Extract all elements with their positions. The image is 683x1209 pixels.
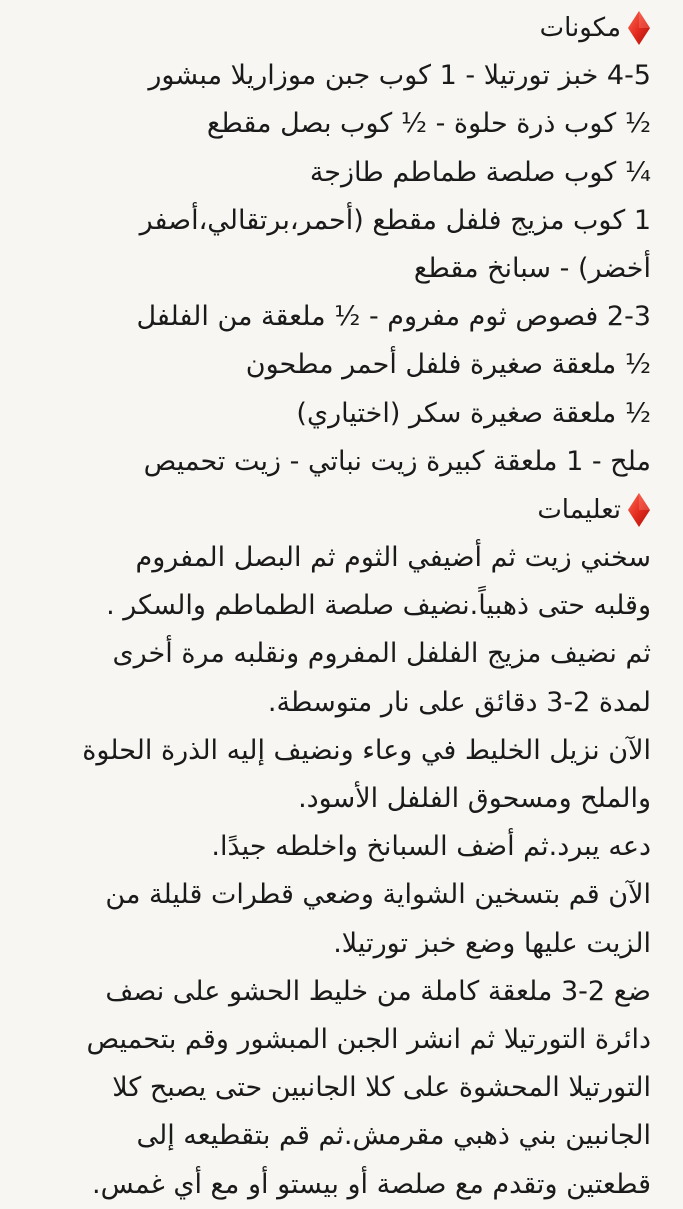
ingredient-text: 2-3 فصوص ثوم مفروم - ½ ملعقة من الفلفل bbox=[136, 301, 651, 333]
instruction-line bbox=[22, 968, 651, 1016]
instruction-text: ضع 2-3 ملعقة كاملة من خليط الحشو على نصف bbox=[105, 975, 651, 1007]
instruction-line bbox=[22, 871, 651, 919]
instruction-text: الآن قم بتسخين الشواية وضعي قطرات قليلة من bbox=[105, 879, 651, 911]
instruction-text: التورتيلا المحشوة على كلا الجانبين حتى يصبح كلا bbox=[112, 1072, 651, 1104]
ingredients-heading-row bbox=[22, 4, 651, 52]
instruction-text: الجانبين بني ذهبي مقرمش.ثم قم بتقطيعه إلى bbox=[136, 1120, 651, 1152]
ingredient-line bbox=[22, 149, 651, 197]
ingredients-heading: مكونات bbox=[539, 13, 621, 43]
ingredient-line bbox=[22, 293, 651, 341]
ingredient-line bbox=[22, 341, 651, 389]
instruction-text: ثم نضيف مزيج الفلفل المفروم ونقلبه مرة أخرى bbox=[112, 638, 651, 670]
instruction-line bbox=[22, 582, 651, 630]
instruction-line bbox=[22, 630, 651, 678]
ingredient-line bbox=[22, 52, 651, 100]
ingredient-text: ملح - 1 ملعقة كبيرة زيت نباتي - زيت تحميص bbox=[143, 445, 651, 477]
ingredient-text: 1 كوب مزيج فلفل مقطع (أحمر،برتقالي،أصفر bbox=[139, 204, 651, 236]
instruction-text: دعه يبرد.ثم أضف السبانخ واخلطه جيدًا. bbox=[211, 831, 651, 863]
instruction-text: سخني زيت ثم أضيفي الثوم ثم البصل المفروم bbox=[135, 542, 651, 574]
ingredient-line bbox=[22, 100, 651, 148]
ingredient-line bbox=[22, 438, 651, 486]
instructions-heading-row bbox=[22, 486, 651, 534]
instruction-line bbox=[22, 1064, 651, 1112]
instruction-line bbox=[22, 727, 651, 775]
instruction-line bbox=[22, 1112, 651, 1160]
ingredient-text: 4-5 خبز تورتيلا - 1 كوب جبن موزاريلا مبشور bbox=[148, 60, 651, 92]
instruction-text: الآن نزيل الخليط في وعاء ونضيف إليه الذرة الحلوة bbox=[82, 734, 651, 766]
instruction-text: دائرة التورتيلا ثم انشر الجبن المبشور وقم بتحميص bbox=[86, 1023, 651, 1055]
instruction-text: قطعتين وتقدم مع صلصة أو بيستو أو مع أي غمس. bbox=[92, 1168, 651, 1200]
ingredient-text: ½ كوب ذرة حلوة - ½ كوب بصل مقطع bbox=[206, 108, 651, 140]
ingredient-line bbox=[22, 197, 651, 245]
instruction-text: الزيت عليها وضع خبز تورتيلا. bbox=[333, 927, 651, 959]
ingredient-text: أخضر) - سبانخ مقطع bbox=[413, 252, 651, 284]
instruction-line bbox=[22, 775, 651, 823]
instruction-line bbox=[22, 679, 651, 727]
instruction-line bbox=[22, 1016, 651, 1064]
instruction-line bbox=[22, 823, 651, 871]
instructions-heading: تعليمات bbox=[537, 494, 621, 525]
red-diamond-icon bbox=[627, 10, 651, 46]
instruction-text: والملح ومسحوق الفلفل الأسود. bbox=[298, 783, 651, 814]
ingredient-text: ¼ كوب صلصة طماطم طازجة bbox=[309, 156, 651, 188]
instruction-line bbox=[22, 1161, 651, 1209]
ingredient-line bbox=[22, 390, 651, 438]
instruction-line bbox=[22, 534, 651, 582]
ingredient-line bbox=[22, 245, 651, 293]
instruction-text: وقلبه حتى ذهبياً.نضيف صلصة الطماطم والسكر . bbox=[106, 590, 651, 622]
ingredient-text: ½ ملعقة صغيرة سكر (اختياري) bbox=[296, 397, 651, 429]
instruction-line bbox=[22, 920, 651, 968]
instruction-text: لمدة 2-3 دقائق على نار متوسطة. bbox=[267, 686, 651, 718]
ingredient-text: ½ ملعقة صغيرة فلفل أحمر مطحون bbox=[245, 349, 651, 381]
red-diamond-icon bbox=[627, 492, 651, 528]
